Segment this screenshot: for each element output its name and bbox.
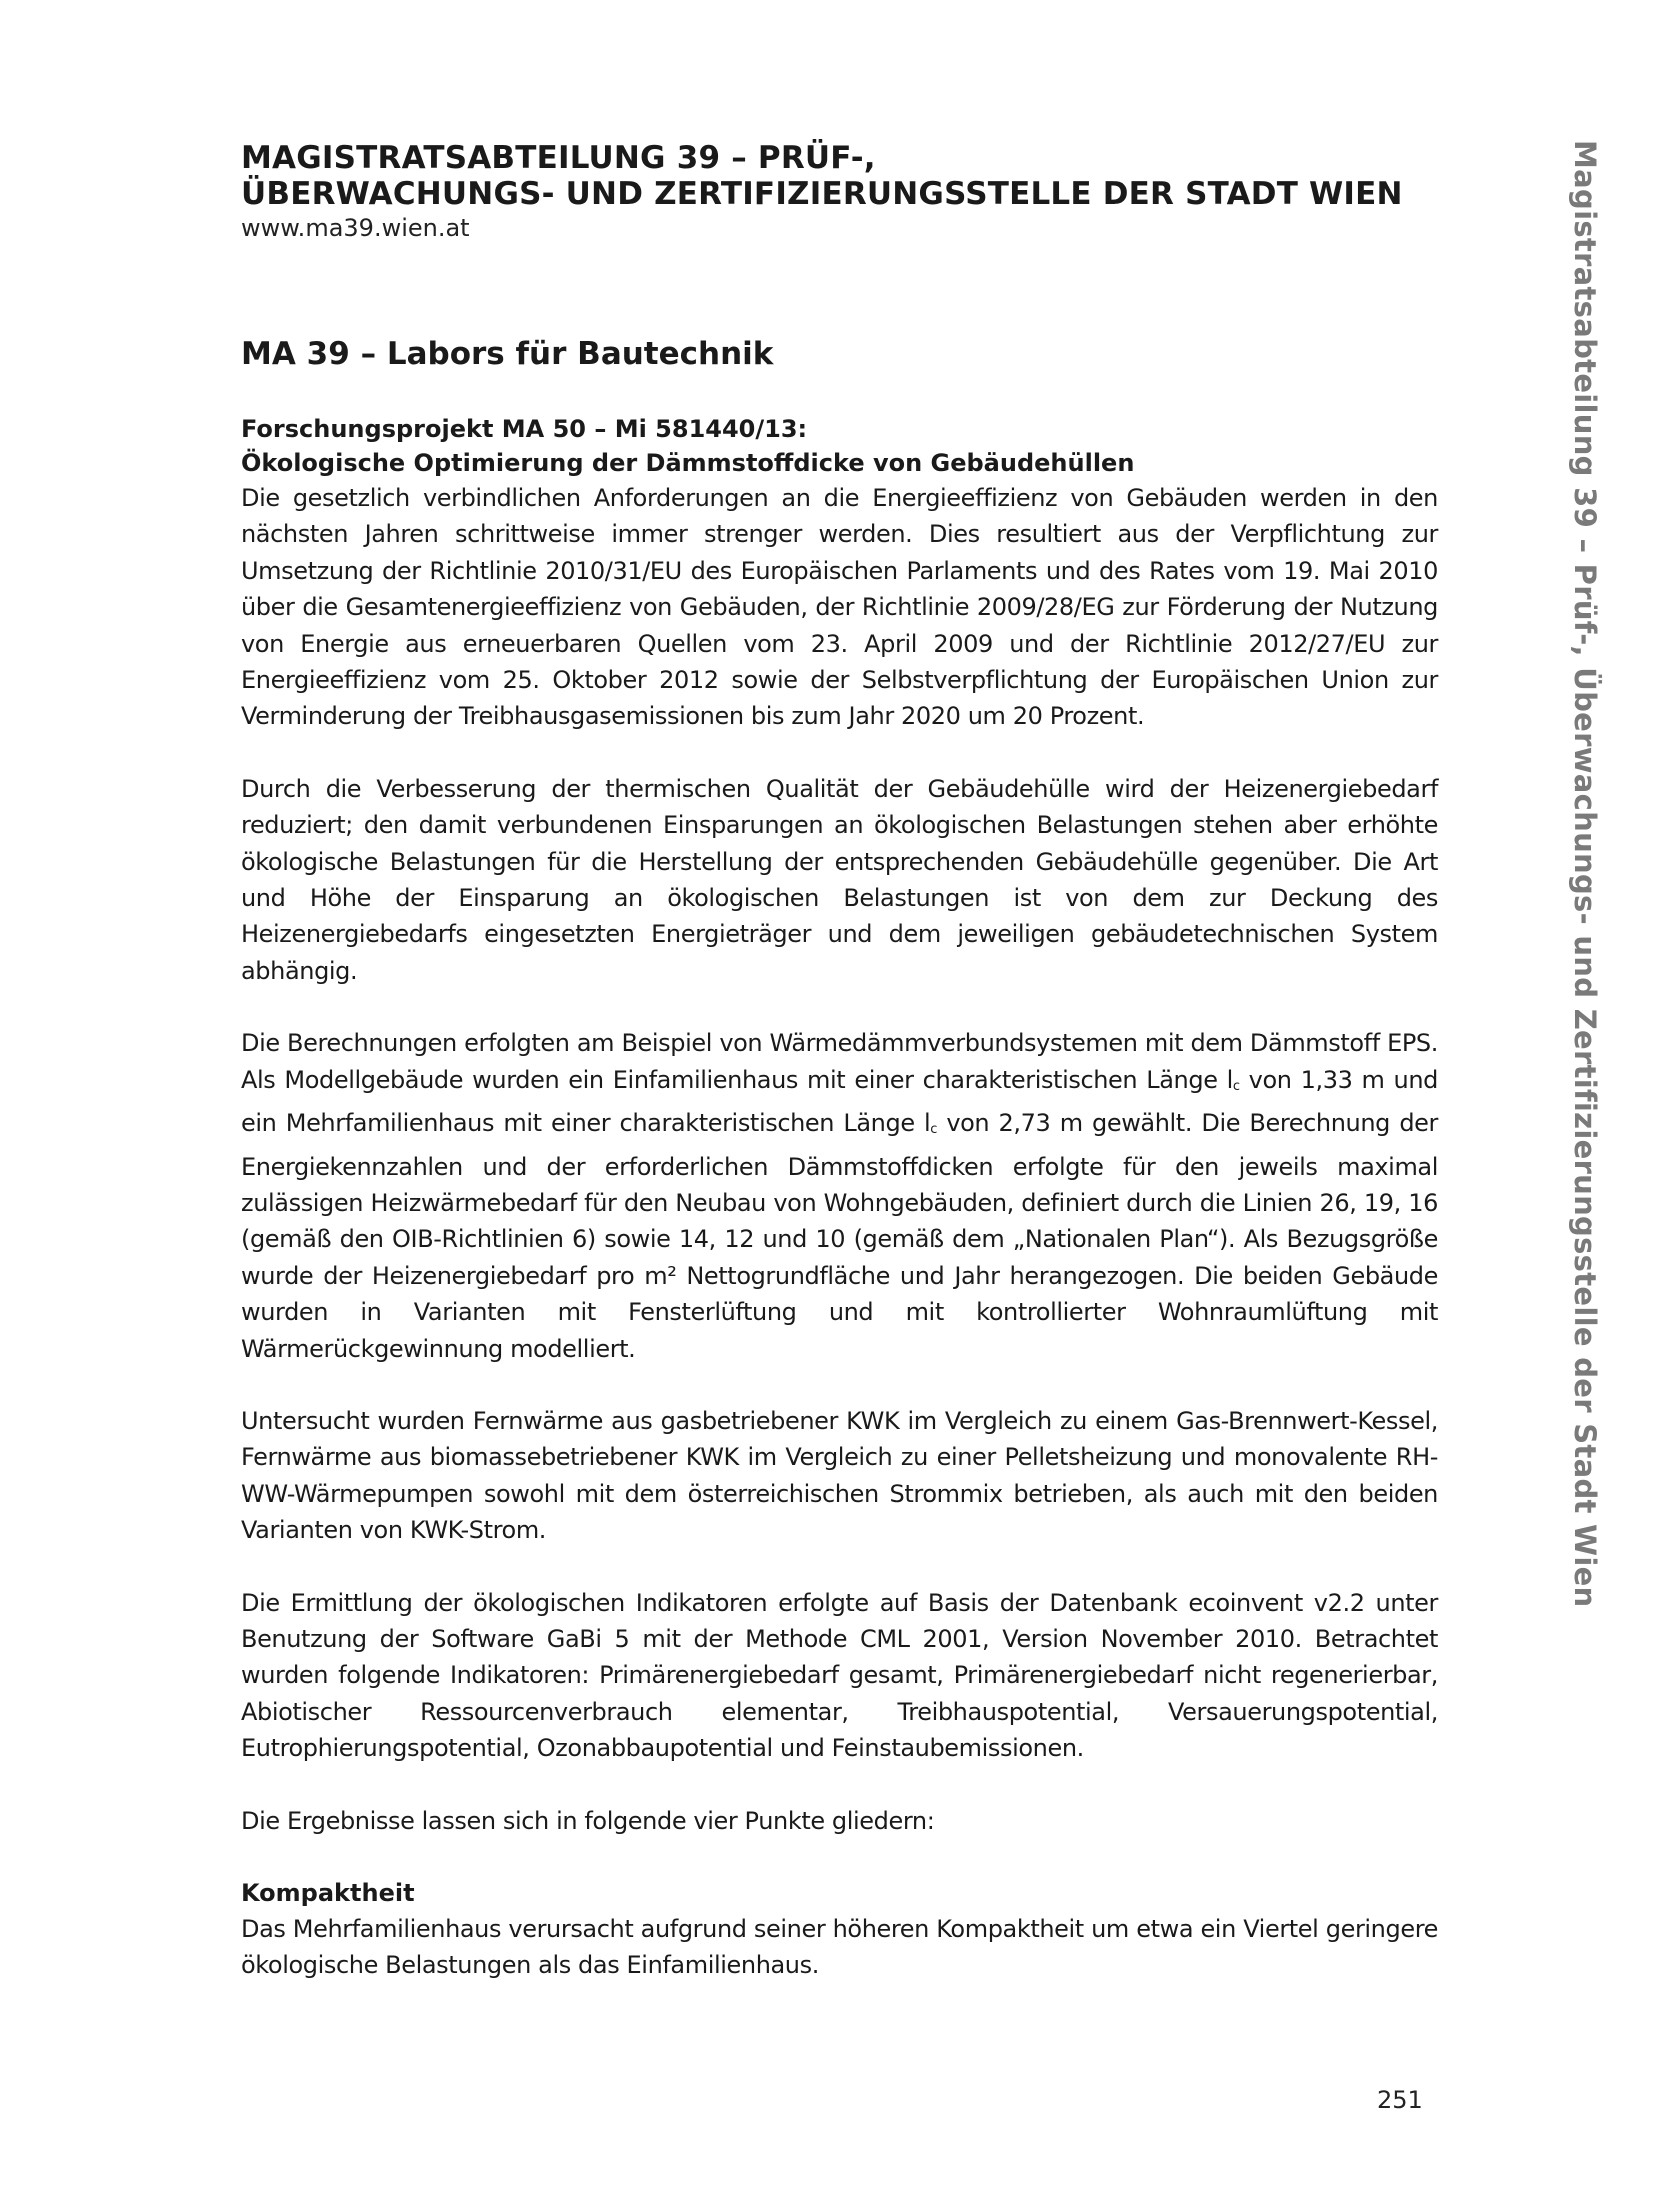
document-header xyxy=(241,140,1438,244)
header-url: www.ma39.wien.at xyxy=(241,214,470,242)
paragraph-3-part-c: von 2,73 m gewählt. Die Berechnung der Energiekennzahlen und der erforderlichen Dämmstoffdicken erfolgte für den jeweils maximal zulässigen Heizwärmebedarf für den Neubau von Wohngebäuden, definiert durch die Linien 26, 19, 16 (gemäß den OIB-Richtlinien 6) sowie 14, 12 und 10 (gemäß dem „Nationalen Plan“). Als Bezugsgröße wurde der Heizenergiebedarf pro m² Nettogrundfläche und Jahr herangezogen. Die beiden Gebäude wurden in Varianten mit Fensterlüftung und mit kontrollierter Wohnraumlüftung mit Wärmerückgewinnung modelliert. xyxy=(241,1109,1438,1363)
paragraph-6: Die Ergebnisse lassen sich in folgende vier Punkte gliedern: xyxy=(241,1806,935,1835)
paragraph-4: Untersucht wurden Fernwärme aus gasbetriebener KWK im Vergleich zu einem Gas-Brennwert-Kessel, Fernwärme aus biomassebetriebener KWK im Vergleich zu einer Pelletsheizung und monovalente RH-WW-Wärmepumpen sowohl mit dem österreichischen Strommix betrieben, als auch mit den beiden Varianten von KWK-Strom. xyxy=(241,1406,1438,1545)
page-number: 251 xyxy=(1377,2086,1423,2114)
header-title-line1: MAGISTRATSABTEILUNG 39 – PRÜF-, xyxy=(241,140,876,176)
article-body xyxy=(241,412,1438,2020)
page-content xyxy=(241,140,1438,1980)
paragraph-2: Durch die Verbesserung der thermischen Qualität der Gebäudehülle wird der Heizenergiebedarf reduziert; den damit verbundenen Einsparungen an ökologischen Belastungen stehen aber erhöhte ökologische Belastungen für die Herstellung der entsprechenden Gebäudehülle gegenüber. Die Art und Höhe der Einsparung an ökologischen Belastungen ist von dem zur Deckung des Heizenergiebedarfs eingesetzten Energieträger und dem jeweiligen gebäudetechnischen System abhängig. xyxy=(241,774,1438,985)
side-running-title xyxy=(1555,140,1615,1608)
subscript-c-1: c xyxy=(1232,1078,1240,1094)
project-number: Forschungsprojekt MA 50 – Mi 581440/13: xyxy=(241,415,808,443)
paragraph-3 xyxy=(241,1025,1438,1367)
subscript-c-2: c xyxy=(930,1122,938,1138)
paragraph-3-part-a: Die Berechnungen erfolgten am Beispiel von Wärmedämmverbundsystemen mit dem Dämmstoff EPS. Als Modellgebäude wurden ein Einfamilienhaus mit einer charakteristischen Länge l xyxy=(241,1029,1438,1094)
project-title: Ökologische Optimierung der Dämmstoffdicke von Gebäudehüllen xyxy=(241,449,1135,477)
kompaktheit-heading: Kompaktheit xyxy=(241,1879,415,1907)
paragraph-3-part-b: von 1,33 m und ein Mehrfamilienhaus mit einer charakteristischen Länge l xyxy=(241,1065,1438,1138)
paragraph-5: Die Ermittlung der ökologischen Indikatoren erfolgte auf Basis der Datenbank ecoinvent v2.2 unter Benutzung der Software GaBi 5 mit der Methode CML 2001, Version November 2010. Betrachtet wurden folgende Indikatoren: Primärenergiebedarf gesamt, Primärenergiebedarf nicht regenerierbar, Abiotischer Ressourcenverbrauch elementar, Treibhauspotential, Versauerungspotential, Eutrophierungspotential, Ozonabbaupotential und Feinstaubemissionen. xyxy=(241,1588,1438,1763)
header-title-line2: ÜBERWACHUNGS- UND ZERTIFIZIERUNGSSTELLE DER STADT WIEN xyxy=(241,176,1403,212)
section-title: MA 39 – Labors für Bautechnik xyxy=(241,336,774,372)
side-running-title-text: Magistratsabteilung 39 – Prüf-, Überwachungs- und Zertifizierungsstelle der Stadt Wien xyxy=(1568,140,1602,1608)
paragraph-1: Die gesetzlich verbindlichen Anforderungen an die Energieeffizienz von Gebäuden werden in den nächsten Jahren schrittweise immer strenger werden. Dies resultiert aus der Verpflichtung zur Umsetzung der Richtlinie 2010/31/EU des Europäischen Parlaments und des Rates vom 19. Mai 2010 über die Gesamtenergieeffizienz von Gebäuden, der Richtlinie 2009/28/EG zur Förderung der Nutzung von Energie aus erneuerbaren Quellen vom 23. April 2009 und der Richtlinie 2012/27/EU zur Energieeffizienz vom 25. Oktober 2012 sowie der Selbstverpflichtung der Europäischen Union zur Verminderung der Treibhausgasemissionen bis zum Jahr 2020 um 20 Prozent. xyxy=(241,484,1438,731)
kompaktheit-text: Das Mehrfamilienhaus verursacht aufgrund seiner höheren Kompaktheit um etwa ein Viertel geringere ökologische Belastungen als das Einfamilienhaus. xyxy=(241,1915,1438,1980)
